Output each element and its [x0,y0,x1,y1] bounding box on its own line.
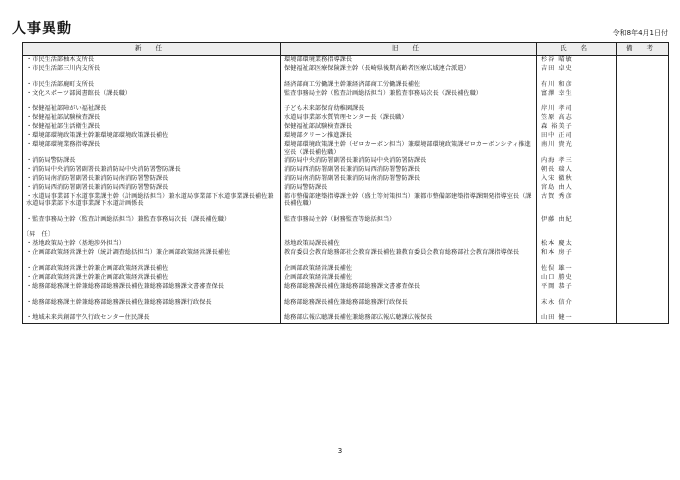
header-note: 備 考 [617,43,669,56]
cell-new-post: ・地域未来共創部宇久行政センター住民課長 [23,314,281,324]
cell-old-post: 経済部商工労働課主幹兼経済部商工労働課長補佐 [281,81,537,90]
cell-new-post: ・環境部環境業務指導課長 [23,141,281,157]
cell-note [617,193,669,216]
issue-date: 令和8年4月1日付 [612,29,668,37]
cell-note [617,90,669,106]
cell-name: 末永 信介 [537,299,617,315]
cell-new-post: ・水道局事業部下水道事業課主幹（計画総括担当）兼水道局事業部下水道事業課長補佐兼水道局事業部下水道事業課下水道計画係長 [23,193,281,216]
cell-old-post: 監査事務局主幹（監査計画総括担当）兼監査事務局次長（課長補佐職） [281,90,537,106]
cell-note [617,175,669,184]
cell-old-post: 教育委員会教育総務部社会教育課長補佐兼教育委員会教育総務部社会教育課指導保長 [281,249,537,265]
cell-new-post: ・総務部総務課主幹兼総務部総務課長補佐兼総務部総務課行政保長 [23,299,281,315]
cell-name: 岸川 孝司 [537,105,617,114]
cell-name: 宮島 由人 [537,184,617,193]
table-row [23,141,669,157]
cell-note [617,56,669,66]
cell-new-post: ・消防局中央消防署副署長兼消防局中央消防署警防課長 [23,166,281,175]
cell-name: 田中 正司 [537,132,617,141]
cell-name: 富澤 幸生 [537,90,617,106]
cell-new-post: ・保健福祉部障がい福祉課長 [23,105,281,114]
table-row [23,274,669,283]
cell-note [617,265,669,274]
cell-old-post: 企画部政策経営課長補佐 [281,274,537,283]
cell-new-post: ・消防局西消防署副署長兼消防局西消防署警防課長 [23,184,281,193]
cell-note [617,65,669,81]
cell-old-post: 環境部環境政策課主幹（ゼロカーボン担当）兼環境部環境政策課ゼロカーボンシティ推進室長（課長補佐職） [281,141,537,157]
cell-note [617,157,669,166]
page-number: 3 [337,447,343,455]
cell-note [617,249,669,265]
cell-new-post: ・消防局警防課長 [23,157,281,166]
cell-name: 内海 孝三 [537,157,617,166]
table-row [23,105,669,114]
cell-old-post: 監査事務局主幹（財務監査等総括担当） [281,216,537,232]
table-row [23,81,669,90]
cell-name: 朝長 瑞人 [537,166,617,175]
table-row [23,216,669,232]
cell-note [617,231,669,240]
cell-name: 佐俣 雄一 [537,265,617,274]
cell-new-post: 〔昇 任〕 [23,231,281,240]
cell-note [617,314,669,324]
cell-old-post: 環境部クリーン推進課長 [281,132,537,141]
cell-note [617,274,669,283]
header-new-post: 新 任 [23,43,281,56]
page-title: 人事異動 [12,21,72,37]
cell-note [617,105,669,114]
cell-new-post: ・企画部政策経営課主幹兼企画部政策経営課長補佐 [23,274,281,283]
cell-old-post: 企画部政策経営課長補佐 [281,265,537,274]
cell-new-post: ・保健福祉部生活衛生課長 [23,123,281,132]
table-row [23,123,669,132]
cell-note [617,283,669,299]
cell-new-post: ・市民生活部柚木支所長 [23,56,281,66]
cell-name: 伊藤 由紀 [537,216,617,232]
cell-name: 笠原 高志 [537,114,617,123]
cell-old-post: 都市整備部建築指導課主幹（盛土等対策担当）兼都市整備部建築指導課開発指導室長（課長補佐職） [281,193,537,216]
cell-old-post: 総務部広報広聴課長補佐兼総務部広報広聴課広報保長 [281,314,537,324]
cell-new-post: ・基地政策局主幹（基地渉外担当） [23,240,281,249]
cell-name: 山口 勝史 [537,274,617,283]
cell-note [617,184,669,193]
cell-old-post: 消防局警防課長 [281,184,537,193]
table-row [23,249,669,265]
cell-old-post: 水道局事業部水質管理センター長（課長職） [281,114,537,123]
cell-new-post: ・市民生活部鹿町支所長 [23,81,281,90]
table-row [23,184,669,193]
cell-name: 松本 慶太 [537,240,617,249]
cell-old-post: 環境部環境業務指導課長 [281,56,537,66]
cell-note [617,141,669,157]
cell-new-post: ・保健福祉部試験検査課長 [23,114,281,123]
cell-old-post: 消防局南消防署副署長兼消防局南消防署警防課長 [281,175,537,184]
cell-note [617,114,669,123]
cell-new-post: ・企画部政策経営課主幹（統計調査総括担当）兼企画部政策経営課長補佐 [23,249,281,265]
table-row [23,56,669,66]
cell-name: 山田 健一 [537,314,617,324]
cell-new-post: ・総務部総務課主幹兼総務部総務課長補佐兼総務部総務課文書審査保長 [23,283,281,299]
table-row [23,132,669,141]
cell-name: 南川 貴光 [537,141,617,157]
cell-note [617,216,669,232]
table-row [23,157,669,166]
table-row [23,65,669,81]
cell-note [617,81,669,90]
table-row [23,283,669,299]
cell-name: 古賀 秀彦 [537,193,617,216]
cell-name: 森 裕美子 [537,123,617,132]
cell-old-post: 子ども未来部保育幼稚園課長 [281,105,537,114]
cell-note [617,166,669,175]
cell-old-post: 消防局中央消防署副署長兼消防局中央消防署防課長 [281,157,537,166]
cell-new-post: ・消防局南消防署副署長兼消防局南消防署警防課長 [23,175,281,184]
cell-new-post: ・監査事務局主幹（監査計画総括担当）兼監査事務局次長（課長補佐職） [23,216,281,232]
cell-name: 平岡 恭子 [537,283,617,299]
table-row [23,193,669,216]
table-header-row [23,43,669,56]
cell-old-post: 保健福祉部医療保険課主幹（長崎県後期高齢者医療広域連合派遣） [281,65,537,81]
table-row [23,175,669,184]
cell-old-post: 保健福祉部試験検査課長 [281,123,537,132]
cell-name: 有川 和彦 [537,81,617,90]
cell-name: 杉谷 晴敏 [537,56,617,66]
cell-name: 和本 房子 [537,249,617,265]
cell-old-post: 基地政策局課長補佐 [281,240,537,249]
cell-name: 入宋 徹秋 [537,175,617,184]
cell-note [617,123,669,132]
table-row [23,299,669,315]
cell-note [617,240,669,249]
cell-old-post: 総務部総務課長補佐兼総務部総務課文書審査保長 [281,283,537,299]
header-name: 氏 名 [537,43,617,56]
cell-new-post: ・市民生活部三川内支所長 [23,65,281,81]
header-old-post: 旧 任 [281,43,537,56]
cell-note [617,132,669,141]
personnel-table [22,42,669,324]
cell-new-post: ・企画部政策経営課主幹兼企画部政策経営課長補佐 [23,265,281,274]
cell-new-post: ・環境部環境政策課主幹兼環境部環境政策課長補佐 [23,132,281,141]
table-row [23,314,669,324]
table-row [23,166,669,175]
cell-old-post: 総務部総務課長補佐兼総務部総務課行政保長 [281,299,537,315]
table-row [23,265,669,274]
table-row [23,90,669,106]
cell-old-post: 消防局西消防署副署長兼消防局西消防署警防課長 [281,166,537,175]
cell-note [617,299,669,315]
cell-name: 吉田 卓史 [537,65,617,81]
cell-new-post: ・文化スポーツ部図書館長（課長職） [23,90,281,106]
table-row [23,114,669,123]
